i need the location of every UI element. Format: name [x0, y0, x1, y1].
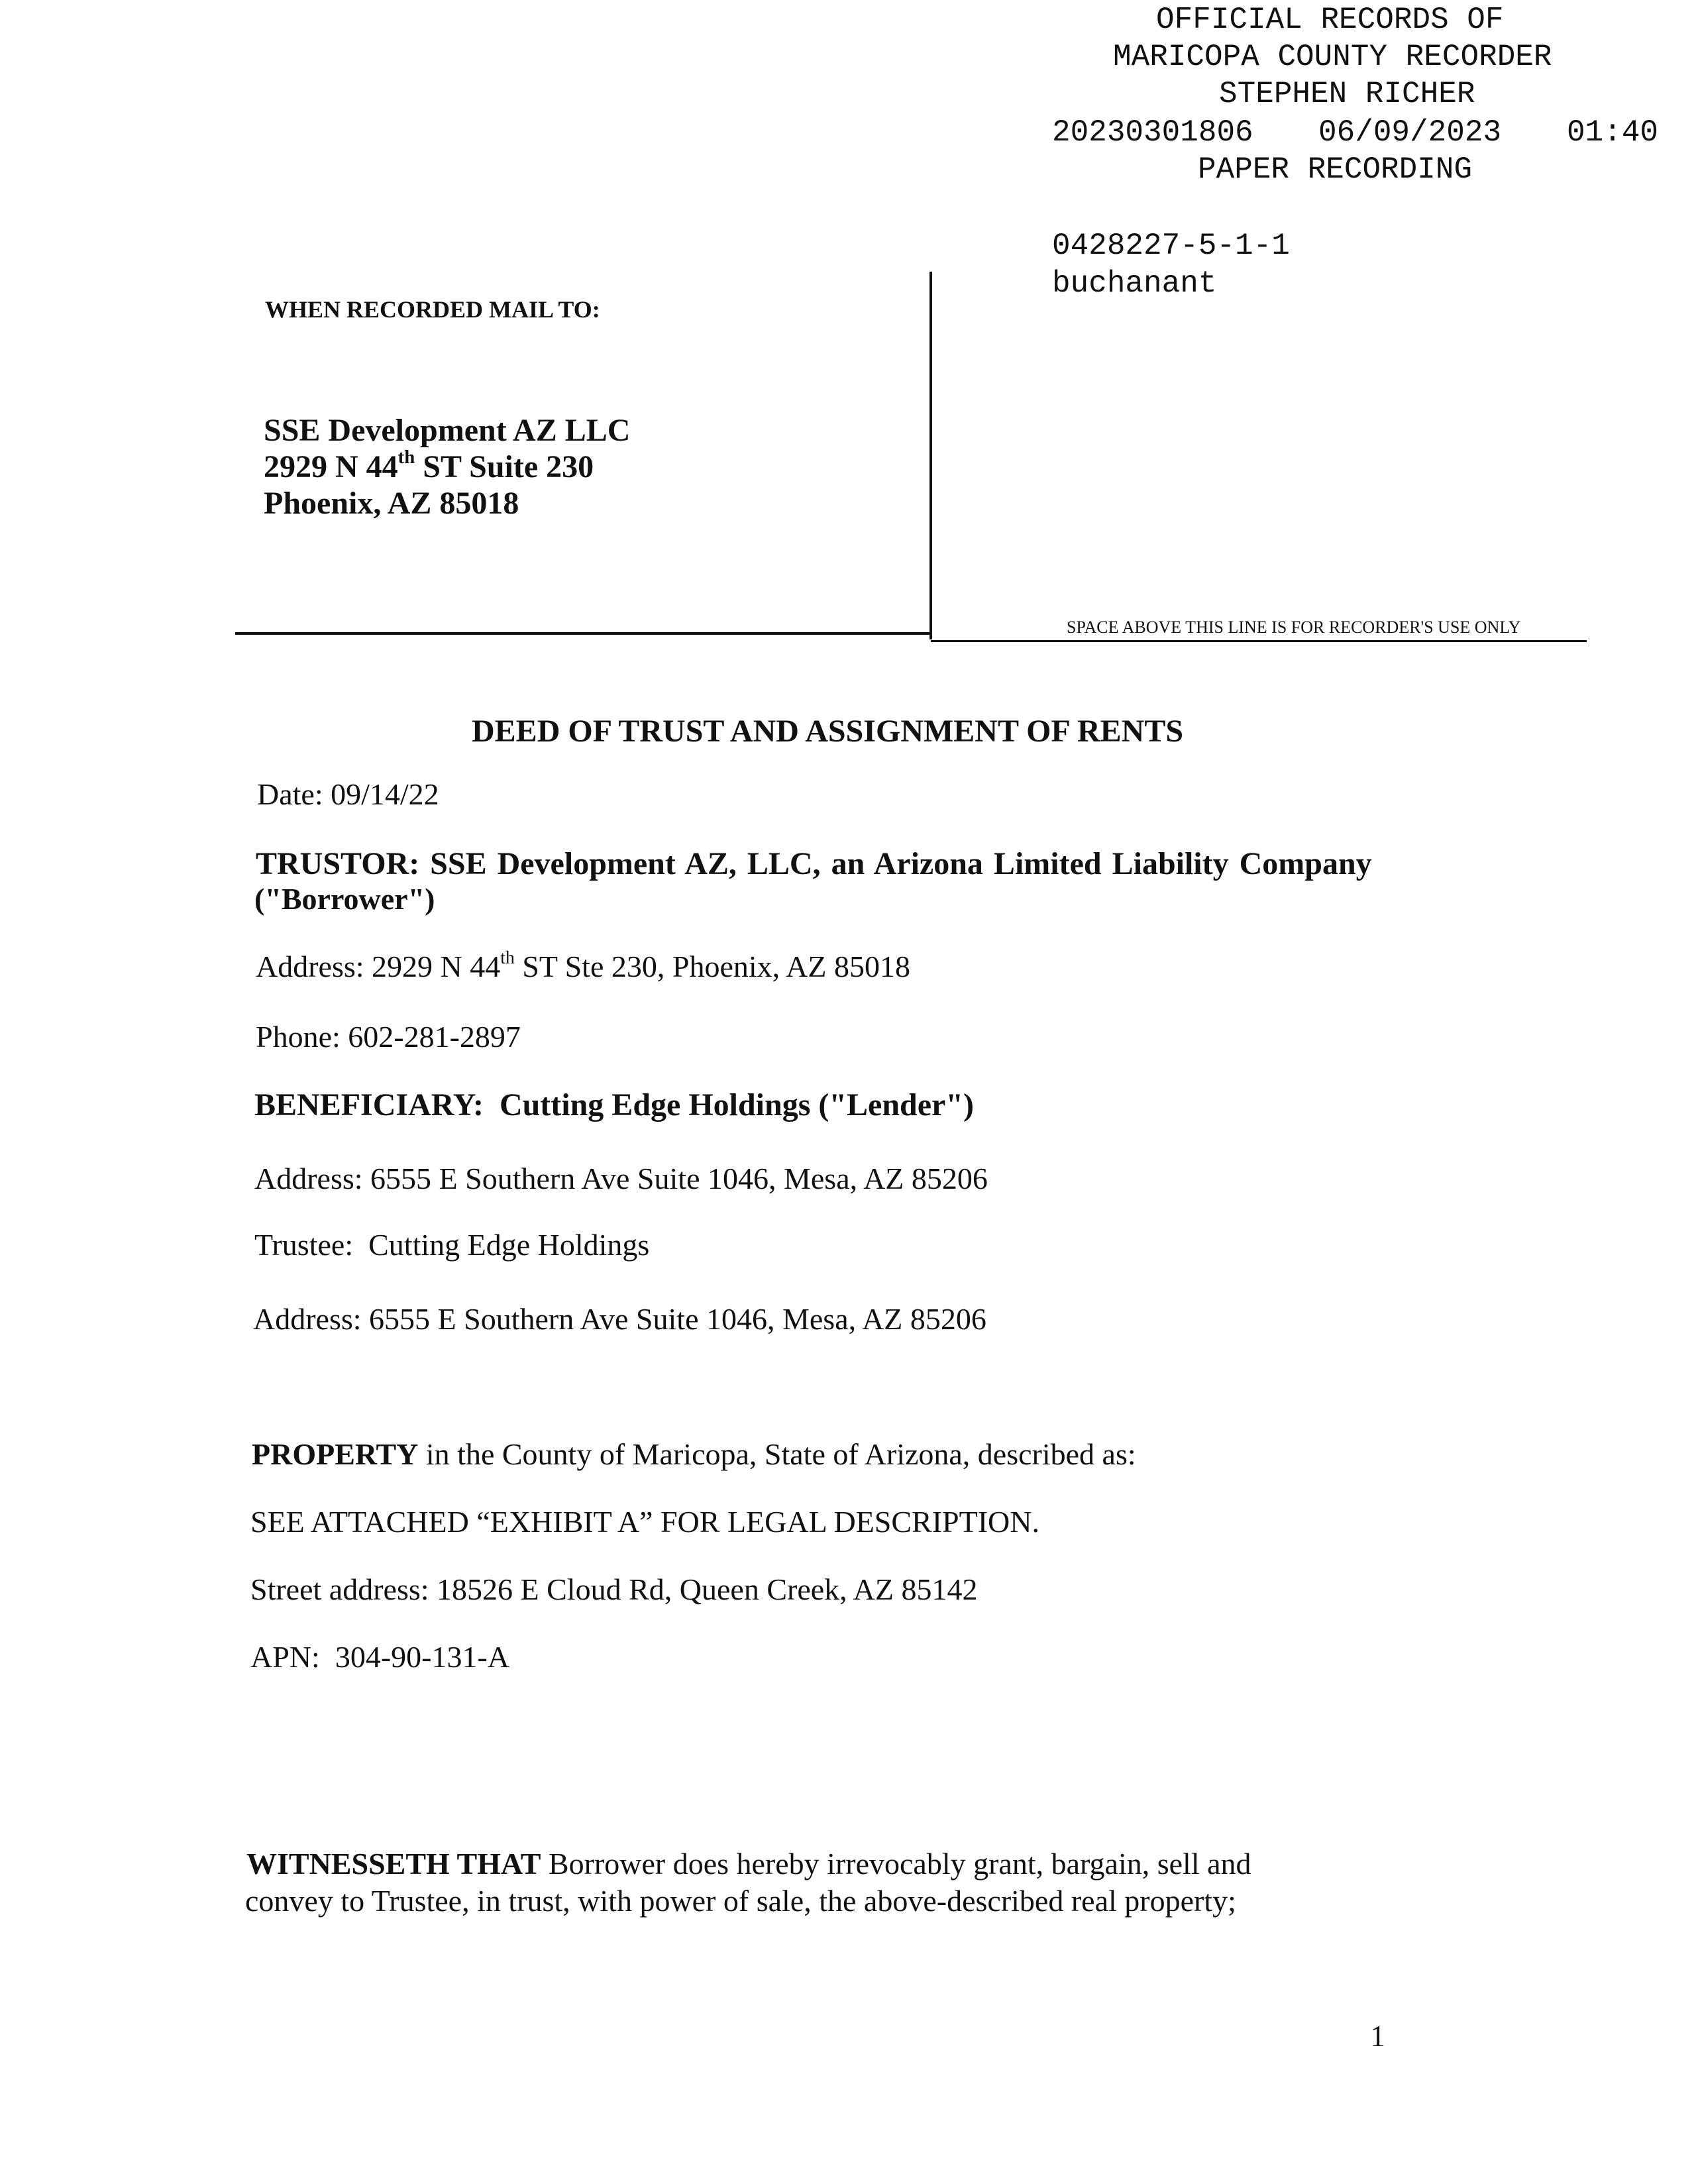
- beneficiary-line: BENEFICIARY: Cutting Edge Holdings ("Lender"): [254, 1087, 974, 1122]
- recorder-space-note: SPACE ABOVE THIS LINE IS FOR RECORDER'S USE ONLY: [1067, 618, 1521, 637]
- witnesseth-line-1: WITNESSETH THAT Borrower does hereby irrevocably grant, bargain, sell and: [246, 1847, 1251, 1881]
- stamp-time: 01:40: [1567, 115, 1659, 150]
- trustee-line: Trustee: Cutting Edge Holdings: [254, 1228, 650, 1262]
- beneficiary-address: Address: 6555 E Southern Ave Suite 1046, Mesa, AZ 85206: [254, 1162, 988, 1195]
- mail-to-label: WHEN RECORDED MAIL TO:: [265, 296, 600, 323]
- stamp-date: 06/09/2023: [1318, 115, 1502, 150]
- document-title: DEED OF TRUST AND ASSIGNMENT OF RENTS: [472, 714, 1184, 749]
- vertical-divider: [929, 272, 932, 639]
- property-line: PROPERTY in the County of Maricopa, State of Arizona, described as:: [252, 1437, 1136, 1471]
- page-number: 1: [1370, 2019, 1385, 2053]
- trustee-address: Address: 6555 E Southern Ave Suite 1046, Mesa, AZ 85206: [253, 1302, 986, 1336]
- trustor-line: TRUSTOR: SSE Development AZ, LLC, an Arizona Limited Liability Company: [256, 846, 1372, 881]
- trustor-address: Address: 2929 N 44th ST Ste 230, Phoenix, AZ 85018: [256, 946, 910, 983]
- property-apn: APN: 304-90-131-A: [250, 1640, 509, 1674]
- witnesseth-line-2: convey to Trustee, in trust, with power of sale, the above-described real property;: [245, 1884, 1236, 1918]
- stamp-clerk: buchanant: [1052, 266, 1217, 301]
- trustor-alias: ("Borrower"): [254, 882, 435, 916]
- stamp-line-1: OFFICIAL RECORDS OF: [1156, 3, 1504, 37]
- stamp-line-5: PAPER RECORDING: [1198, 152, 1473, 187]
- stamp-line-2: MARICOPA COUNTY RECORDER: [1113, 40, 1552, 74]
- mail-to-street: 2929 N 44th ST Suite 230: [264, 446, 594, 484]
- document-date: Date: 09/14/22: [257, 777, 439, 811]
- stamp-line-3: STEPHEN RICHER: [1219, 77, 1475, 111]
- trustor-phone: Phone: 602-281-2897: [256, 1020, 521, 1054]
- property-legal-description: SEE ATTACHED “EXHIBIT A” FOR LEGAL DESCRIPTION.: [250, 1505, 1039, 1539]
- property-street-address: Street address: 18526 E Cloud Rd, Queen Creek, AZ 85142: [250, 1572, 978, 1606]
- horizontal-divider-right: [931, 640, 1587, 642]
- horizontal-divider-left: [235, 632, 931, 635]
- mail-to-name: SSE Development AZ LLC: [264, 413, 631, 448]
- stamp-doc-code: 0428227-5-1-1: [1052, 229, 1290, 263]
- stamp-record-number: 20230301806: [1052, 115, 1253, 150]
- mail-to-city: Phoenix, AZ 85018: [264, 486, 519, 521]
